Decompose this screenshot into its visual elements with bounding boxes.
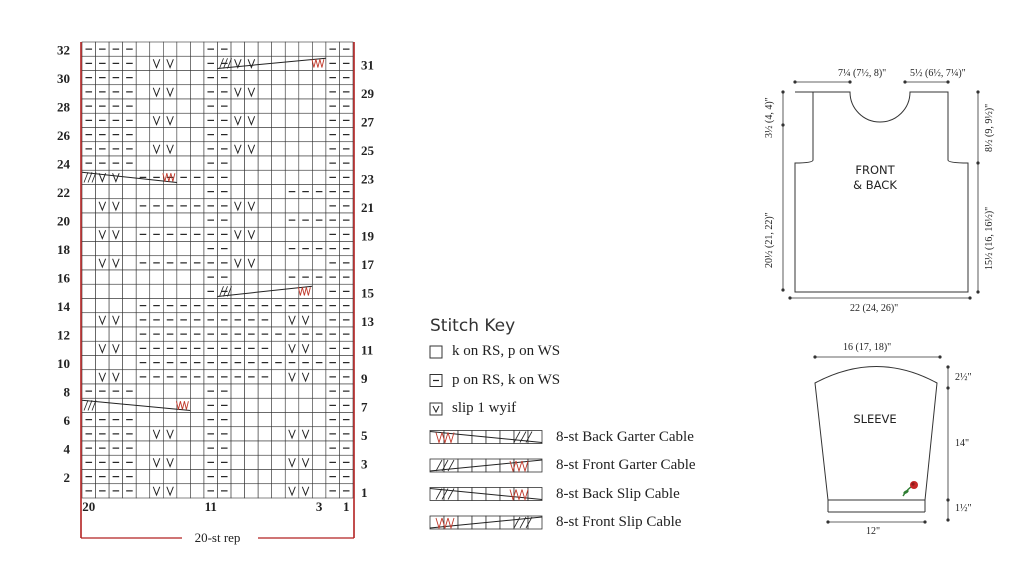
row-number-left: 26	[57, 127, 70, 143]
stitch-key-label: k on RS, p on WS	[452, 343, 561, 359]
row-number-left: 4	[63, 441, 70, 457]
row-number-left: 8	[63, 384, 70, 400]
stitch-key-label: p on RS, k on WS	[452, 371, 561, 388]
sleeve-length-measure: 14"	[955, 438, 970, 449]
column-number: 20	[82, 499, 96, 514]
row-number-right: 15	[361, 285, 374, 301]
sleeve-label: SLEEVE	[853, 412, 897, 426]
row-number-left: 28	[57, 99, 70, 115]
stitch-key-title: Stitch Key	[430, 316, 516, 336]
stitch-key-label: 8-st Front Garter Cable	[556, 457, 696, 473]
row-number-right: 29	[361, 86, 374, 101]
stitch-key-label: slip 1 wyif	[452, 400, 517, 416]
row-number-left: 32	[57, 42, 70, 58]
row-number-right: 21	[361, 200, 374, 215]
row-number-right: 9	[361, 371, 368, 386]
stitch-key-label: 8-st Front Slip Cable	[556, 514, 682, 530]
rose-motif-icon	[903, 481, 918, 496]
right-lower-measure: 15½ (16, 16½)"	[984, 206, 995, 270]
front-back-label: FRONT & BACK	[853, 163, 897, 192]
row-number-left: 14	[57, 298, 70, 314]
row-number-right: 7	[361, 399, 368, 415]
left-upper-measure: 3½ (4, 4)"	[764, 97, 775, 138]
row-number-right: 25	[361, 143, 374, 158]
stitch-key-label: 8-st Back Garter Cable	[556, 428, 694, 445]
row-number-left: 6	[63, 412, 70, 428]
top-left-measure: 7¼ (7½, 8)"	[838, 68, 887, 79]
left-lower-measure: 20½ (21, 22)"	[764, 212, 775, 268]
sleeve-top-measure: 16 (17, 18)"	[843, 342, 892, 353]
row-number-left: 2	[63, 469, 70, 485]
row-number-left: 22	[57, 184, 70, 200]
row-number-right: 5	[361, 428, 368, 443]
row-number-right: 3	[361, 456, 368, 472]
row-number-right: 19	[361, 228, 374, 244]
stitch-key-label: 8-st Back Slip Cable	[556, 485, 680, 502]
sleeve-cap-measure: 2½"	[955, 372, 972, 383]
row-number-left: 18	[57, 241, 70, 257]
row-number-right: 11	[361, 342, 374, 358]
column-number: 11	[204, 499, 217, 514]
row-number-right: 27	[361, 114, 374, 130]
sleeve-outline	[815, 367, 937, 501]
row-number-left: 24	[57, 156, 70, 172]
row-number-left: 30	[57, 70, 70, 86]
row-number-right: 17	[361, 257, 374, 272]
row-number-left: 10	[57, 355, 70, 371]
repeat-label: 20-st rep	[194, 530, 241, 545]
column-number: 1	[342, 499, 350, 514]
row-number-right: 13	[361, 314, 374, 329]
sleeve-cuff-measure: 1½"	[955, 503, 972, 514]
top-right-measure: 5½ (6½, 7¼)"	[910, 68, 966, 79]
right-upper-measure: 8½ (9, 9½)"	[984, 103, 995, 152]
bottom-body-measure: 22 (24, 26)"	[850, 303, 899, 314]
row-number-left: 20	[57, 213, 70, 229]
row-number-right: 1	[361, 485, 368, 500]
row-number-left: 16	[57, 270, 70, 286]
column-number: 3	[315, 499, 323, 514]
row-number-left: 12	[57, 327, 70, 343]
sleeve-bottom-measure: 12"	[866, 526, 881, 537]
row-number-right: 31	[361, 57, 374, 73]
row-number-right: 23	[361, 171, 374, 187]
